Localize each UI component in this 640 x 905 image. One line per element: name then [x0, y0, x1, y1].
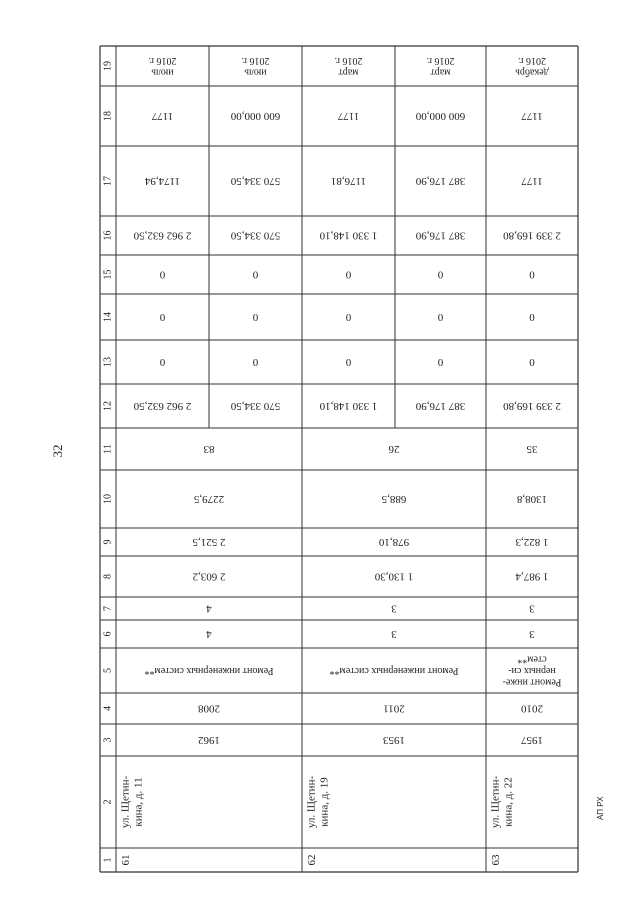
- living-area-line: 2 521,5: [192, 536, 226, 548]
- object-address-line: кина, д. 19: [318, 777, 331, 827]
- total-area: [374, 571, 413, 583]
- completion-date: [149, 55, 177, 78]
- column-number-line: 16: [102, 230, 114, 241]
- cost-cell-18-line: 1177: [151, 110, 174, 122]
- column-number-line: 1: [102, 857, 114, 863]
- column-number-line: 5: [102, 668, 114, 673]
- object-address-line: кина, д. 22: [502, 777, 515, 827]
- cost-cell-12: [319, 400, 377, 412]
- cost-cell-18: [521, 110, 543, 122]
- cost-cell-15-line: 0: [437, 268, 444, 281]
- table-grid: [100, 46, 578, 872]
- column-number: [103, 111, 114, 121]
- entrances-line: 3: [391, 602, 397, 615]
- cost-cell-18-line: 600 000,00: [230, 110, 281, 122]
- work-type: [329, 665, 458, 676]
- column-number-line: 14: [102, 312, 114, 322]
- cost-cell-14-line: 0: [159, 311, 166, 323]
- cost-cell-17: [144, 175, 180, 187]
- cost-cell-16: [415, 230, 465, 242]
- column-number: [103, 858, 114, 863]
- cost-cell-18-line: 1177: [521, 110, 543, 122]
- work-type-line: стем**: [517, 653, 547, 665]
- column-number: [103, 231, 114, 241]
- year-overhaul-line: 2011: [383, 702, 405, 715]
- year-overhaul: [521, 703, 544, 715]
- work-type-line: Ремонт инже-: [502, 676, 562, 688]
- column-number-line: 18: [102, 111, 114, 121]
- cost-cell-17-line: 1176,81: [330, 175, 367, 187]
- cost-cell-14: [529, 311, 535, 323]
- column-number: [103, 357, 114, 367]
- cost-cell-16: [133, 230, 191, 242]
- floors-line: 4: [206, 628, 212, 640]
- floors: [391, 628, 397, 640]
- object-address-line: ул. Щетин-: [305, 775, 318, 829]
- column-number-line: 2: [102, 799, 114, 805]
- year-built-line: 1962: [198, 734, 220, 746]
- cost-cell-13: [437, 356, 443, 368]
- column-number-line: 13: [102, 357, 114, 367]
- object-address: [120, 776, 145, 829]
- object-address: [490, 776, 515, 829]
- column-number-line: 4: [102, 706, 114, 711]
- column-number: [103, 270, 114, 280]
- column-number: [103, 606, 114, 611]
- completion-date-line: март: [430, 66, 451, 78]
- cost-cell-17-line: 1177: [521, 175, 543, 187]
- cost-cell-13-line: 0: [437, 356, 444, 368]
- column-number: [103, 494, 114, 504]
- cost-cell-12-line: 570 334,50: [230, 400, 281, 412]
- column-number-line: 3: [102, 737, 114, 743]
- cost-cell-13-line: 0: [529, 356, 535, 368]
- column-number: [103, 176, 114, 186]
- area-col10: [193, 493, 224, 505]
- footer-mark: АП РХ: [596, 796, 605, 820]
- completion-date-line: 2016 г.: [518, 54, 546, 66]
- cost-cell-12-line: 1 330 148,10: [319, 400, 378, 412]
- completion-date: [335, 55, 363, 78]
- object-number: [120, 855, 132, 866]
- work-type: [503, 654, 562, 688]
- living-area-line: 978,10: [378, 536, 410, 548]
- object-number: [306, 855, 318, 866]
- object-address-line: ул. Щетин-: [489, 775, 502, 829]
- cost-cell-12: [230, 400, 280, 412]
- cost-cell-16-line: 387 176,90: [415, 229, 466, 242]
- cost-cell-17: [521, 175, 543, 187]
- completion-date-line: декабрь: [515, 66, 549, 78]
- living-area-line: 1 822,3: [515, 536, 549, 548]
- cost-cell-12-line: 387 176,90: [415, 400, 466, 412]
- cost-cell-13: [252, 356, 258, 368]
- year-built-line: 1953: [383, 734, 405, 746]
- cost-cell-14-line: 0: [345, 311, 352, 323]
- object-number-line: 62: [306, 854, 318, 866]
- residents: [203, 443, 215, 455]
- living-area: [378, 536, 409, 548]
- object-number: [490, 854, 502, 866]
- year-overhaul-line: 2010: [521, 702, 543, 715]
- entrances: [391, 603, 397, 615]
- completion-date-line: 2016 г.: [241, 54, 270, 66]
- cost-cell-15: [345, 269, 351, 281]
- column-number-line: 19: [102, 61, 114, 71]
- cost-cell-16-line: 2 339 169,80: [503, 229, 561, 242]
- cost-cell-14: [159, 311, 165, 323]
- cost-cell-14-line: 0: [529, 311, 535, 323]
- cost-cell-14-line: 0: [252, 311, 259, 323]
- floors-line: 3: [391, 628, 397, 640]
- total-area: [515, 571, 549, 583]
- cost-cell-15-line: 0: [529, 268, 535, 281]
- column-number: [103, 444, 114, 454]
- total-area-line: 1 987,4: [515, 570, 549, 583]
- cost-cell-12-line: 2 339 169,80: [503, 400, 561, 412]
- cost-cell-15-line: 0: [345, 268, 352, 281]
- cost-cell-13-line: 0: [252, 356, 259, 368]
- area-col10-line: 1308,8: [516, 493, 548, 505]
- cost-cell-16: [503, 230, 561, 242]
- living-area: [192, 536, 226, 548]
- floors-line: 3: [529, 628, 535, 640]
- completion-date-line: июль: [151, 66, 174, 78]
- completion-date: [427, 55, 455, 78]
- completion-date-line: 2016 г.: [148, 54, 177, 66]
- cost-cell-12-line: 2 962 632,50: [133, 400, 192, 412]
- work-type: [144, 665, 273, 676]
- object-number-line: 61: [120, 854, 132, 866]
- cost-cell-17-line: 570 334,50: [230, 175, 281, 187]
- area-col10: [381, 493, 406, 505]
- cost-cell-16-line: 1 330 148,10: [319, 229, 378, 242]
- cost-cell-17-line: 1174,94: [144, 175, 181, 187]
- cost-cell-14: [437, 311, 443, 323]
- cost-cell-18: [337, 110, 359, 122]
- cost-cell-15: [252, 269, 258, 281]
- entrances-line: 3: [529, 602, 535, 615]
- residents: [388, 443, 400, 455]
- cost-cell-12: [503, 400, 561, 412]
- floors: [206, 628, 212, 640]
- year-overhaul: [198, 703, 221, 715]
- object-address-line: ул. Щетин-: [119, 775, 132, 829]
- column-number-line: 17: [102, 176, 114, 186]
- floors: [529, 628, 535, 640]
- column-number-line: 11: [102, 444, 114, 454]
- work-type-line: нерных си-: [508, 665, 556, 676]
- cost-cell-16-line: 570 334,50: [230, 229, 281, 242]
- living-area: [515, 536, 549, 548]
- cost-cell-15-line: 0: [252, 268, 259, 281]
- cost-cell-16: [230, 230, 280, 242]
- residents-line: 83: [203, 443, 215, 455]
- completion-date-line: 2016 г.: [426, 54, 455, 66]
- cost-cell-15-line: 0: [159, 268, 166, 281]
- cost-cell-18-line: 1177: [337, 110, 360, 122]
- column-number: [103, 540, 114, 545]
- cost-cell-18-line: 600 000,00: [415, 110, 466, 122]
- area-col10: [516, 493, 547, 505]
- column-number: [103, 61, 114, 71]
- total-area-line: 2 603,2: [192, 570, 226, 583]
- column-number-line: 9: [102, 539, 114, 545]
- area-col10-line: 2279,5: [193, 493, 225, 505]
- column-number: [103, 706, 114, 711]
- cost-cell-14: [252, 311, 258, 323]
- total-area: [193, 571, 226, 583]
- column-number-line: 8: [102, 574, 114, 579]
- cost-cell-17-line: 387 176,90: [415, 175, 466, 187]
- entrances: [529, 603, 535, 615]
- object-address-line: кина, д. 11: [132, 777, 145, 827]
- column-number-line: 10: [102, 494, 114, 504]
- cost-cell-18: [230, 110, 280, 122]
- column-number: [103, 738, 114, 743]
- column-number: [103, 800, 114, 805]
- residents-line: 26: [388, 443, 400, 455]
- cost-cell-12: [415, 400, 465, 412]
- cost-cell-15: [437, 269, 443, 281]
- cost-cell-15: [159, 269, 165, 281]
- cost-cell-17: [331, 175, 366, 187]
- entrances-line: 4: [206, 602, 212, 615]
- column-number: [103, 632, 114, 637]
- cost-cell-13-line: 0: [345, 356, 352, 368]
- cost-cell-14: [345, 311, 351, 323]
- cost-cell-18: [151, 110, 173, 122]
- page-number: 32: [50, 444, 65, 458]
- cost-cell-13: [345, 356, 351, 368]
- column-number-line: 7: [102, 606, 114, 611]
- column-number: [103, 574, 114, 579]
- column-number-line: 12: [102, 401, 114, 411]
- completion-date: [242, 55, 270, 78]
- cost-cell-14-line: 0: [437, 311, 444, 323]
- year-built: [198, 734, 220, 746]
- cost-cell-12: [133, 400, 191, 412]
- residents-line: 35: [526, 443, 538, 455]
- object-address: [306, 776, 331, 829]
- total-area-line: 1 130,30: [374, 570, 414, 583]
- residents: [526, 443, 538, 455]
- year-built: [521, 734, 544, 746]
- column-number: [103, 668, 114, 673]
- cost-cell-16-line: 2 962 632,50: [133, 229, 192, 242]
- year-overhaul: [383, 703, 405, 715]
- cost-cell-16: [319, 230, 377, 242]
- column-number: [103, 401, 114, 411]
- completion-date: [515, 55, 549, 78]
- area-col10-line: 688,5: [381, 493, 407, 505]
- cost-cell-18: [415, 110, 465, 122]
- column-number-line: 15: [102, 269, 114, 280]
- cost-cell-15: [529, 269, 535, 281]
- cost-cell-13-line: 0: [159, 356, 166, 368]
- column-number: [103, 312, 114, 322]
- completion-date-line: июль: [244, 66, 267, 78]
- cost-cell-13: [159, 356, 165, 368]
- work-type-line: Ремонт инженерных систем**: [144, 665, 274, 676]
- cost-cell-17: [230, 175, 280, 187]
- cost-cell-13: [529, 356, 535, 368]
- entrances: [206, 603, 212, 615]
- table-cells: [103, 55, 562, 866]
- year-overhaul-line: 2008: [198, 702, 220, 715]
- cost-cell-17: [415, 175, 465, 187]
- completion-date-line: 2016 г.: [334, 54, 363, 66]
- year-built: [383, 734, 406, 746]
- object-number-line: 63: [490, 854, 502, 866]
- completion-date-line: март: [338, 66, 359, 78]
- work-type-line: Ремонт инженерных систем**: [329, 665, 459, 676]
- column-number-line: 6: [102, 631, 114, 637]
- year-built-line: 1957: [521, 734, 543, 746]
